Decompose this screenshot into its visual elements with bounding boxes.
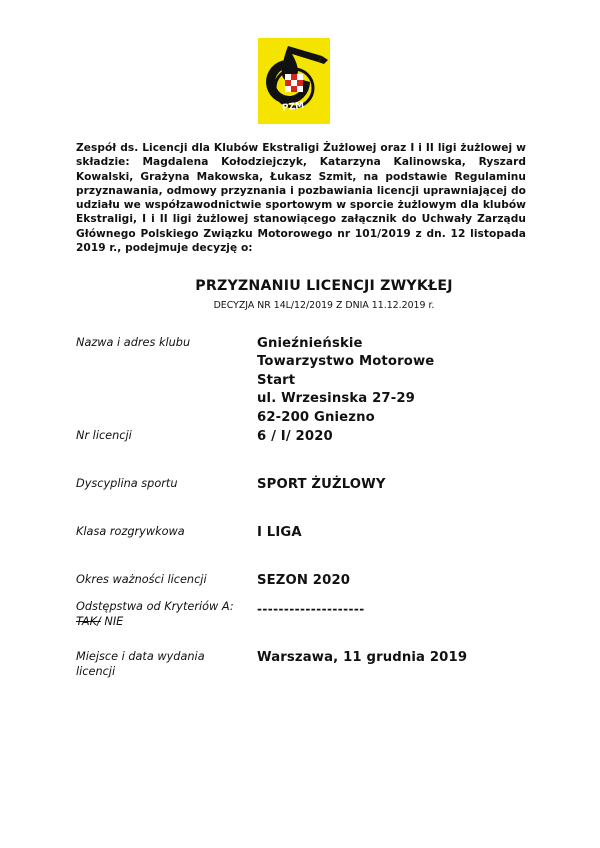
discipline-value: SPORT ŻUŻLOWY — [257, 477, 386, 492]
license-number-value: 6 / I/ 2020 — [257, 429, 333, 444]
pzm-logo-icon — [258, 38, 330, 124]
club-value — [257, 335, 527, 427]
club-line: ul. Wrzesinska 27-29 — [257, 391, 415, 407]
league-label: Klasa rozgrywkowa — [76, 525, 185, 538]
decision-number — [0, 300, 600, 311]
issue-label-line: Miejsce i data wydania — [76, 650, 205, 663]
decision-number-text: DECYZJA NR 14L/12/2019 Z DNIA 11.12.2019 r. — [213, 300, 435, 311]
validity-value: SEZON 2020 — [257, 573, 351, 588]
logo-text: PZM — [281, 100, 305, 114]
pzm-logo — [258, 38, 330, 124]
club-line: Towarzystwo Motorowe — [257, 354, 435, 370]
club-line: 62-200 Gniezno — [257, 409, 375, 425]
issue-value: Warszawa, 11 grudnia 2019 — [257, 650, 468, 665]
decision-title-text: PRZYZNANIU LICENCJI ZWYKŁEJ — [195, 278, 453, 294]
issue-label — [76, 650, 254, 679]
deviations-value: -------------------- — [257, 602, 365, 616]
license-number-label: Nr licencji — [76, 429, 132, 442]
club-line: Start — [257, 372, 296, 388]
deviations-label-line: Odstępstwa od Kryteriów A: — [76, 600, 234, 613]
intro-paragraph: Zespół ds. Licencji dla Klubów Ekstraligi Żużlowej oraz I i II ligi żużlowej w składzie: Magdalena Kołodziejczyk, Katarzyna Kalinowska, Ryszard Kowalski, Grażyna Makowska, Łukasz Szmit, na podstawie Regulaminu przyznawania, odmowy przyznania i pozbawiania licencji uprawniającej do udziału we współzawodnictwie sportowym w sporcie żużlowym dla klubów Ekstraligi, I i II ligi żużlowej stanowiącego załącznik do Uchwały Zarządu Głównego Polskiego Związku Motorowego nr 101/2019 z dn. 12 listopada 2019 r., podejmuje decyzję o: — [76, 142, 526, 255]
club-label: Nazwa i adres klubu — [76, 336, 191, 349]
club-line: Gnieźnieńskie — [257, 336, 363, 351]
decision-title — [0, 278, 600, 294]
deviations-selected-option: NIE — [100, 614, 124, 628]
discipline-label: Dyscyplina sportu — [76, 477, 178, 490]
league-value: I LIGA — [257, 525, 302, 540]
deviations-label — [76, 600, 254, 629]
issue-label-line: licencji — [76, 664, 116, 678]
deviations-struck-option: TAK/ — [76, 614, 101, 628]
validity-label: Okres ważności licencji — [76, 573, 207, 586]
